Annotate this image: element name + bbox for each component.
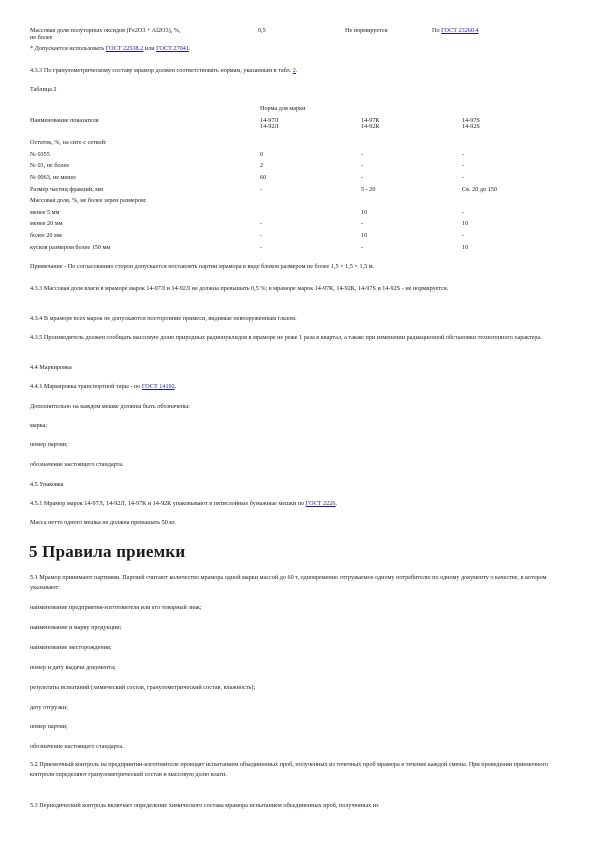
paragraph-4-3-4: 4.3.4 В мраморе всех марок не допускаются посторонние примеси, видимые невооруженным глазом. — [30, 315, 297, 322]
table-row: более 20 мм - 10 - — [30, 231, 465, 239]
mark-header: 14-97К 14-92К — [361, 116, 380, 131]
table-row: Размер частиц фракций, мм - 5 - 20 Св. 20 до 150 — [30, 185, 497, 193]
list-item: номер и дату выдачи документа; — [30, 664, 116, 671]
gost-22538-2-link[interactable]: ГОСТ 22538.2 — [105, 45, 144, 52]
table-row: № 0063, не менее 60 - - — [30, 174, 465, 181]
table-row: менее 5 мм 10 - — [30, 208, 465, 216]
list-item: наименование месторождения; — [30, 644, 112, 651]
table-2-link[interactable]: 2 — [292, 67, 296, 74]
oxides-row-method: По ГОСТ 23260.4 — [432, 27, 479, 34]
table-header-row — [30, 118, 562, 132]
table-note: Примечание - По согласованию сторон допускается поставлять партии мрамора в виде блоков размером не более 1,5 × 1,5 × 1,5 м. — [30, 263, 375, 270]
table-row: № 03, не более 2 - - — [30, 162, 465, 170]
oxides-row-value: 0,5 — [258, 27, 266, 34]
gost-2226-link[interactable]: ГОСТ 2226 — [305, 500, 336, 507]
paragraph-4-3-3-moisture: 4.3.3 Массовая доля влаги в мраморе марок 14-97Л и 14-92Л не должна превышать 0,5 %; в мраморе марок 14-97К, 14-92К, 14-97S и 14-92S - не нормируется. — [30, 285, 449, 292]
heading-4-4: 4.4 Маркировка — [30, 364, 72, 371]
paragraph-4-4-1: 4.4.1 Маркировка транспортной тары - по ГОСТ 14192. — [30, 383, 177, 390]
gost-27041-link[interactable]: ГОСТ 27041 — [156, 45, 189, 52]
paragraph-5-3: 5.3 Периодический контроль включает определение химического состава мрамора испытанием объединенных проб, полученных из — [30, 802, 379, 809]
column-header: Наименование показателя — [30, 116, 99, 124]
gost-14192-link[interactable]: ГОСТ 14192 — [141, 383, 175, 390]
list-item: номер партии; — [30, 441, 68, 448]
section-5-title: 5 Правила приемки — [29, 542, 186, 561]
paragraph-5-2: 5.2 Приемочный контроль на предприятии-изготовителе проводят испытанием объединенных проб, полученных из точечных проб мрамора в течение каждой смены. При проведении приемочного контроля определяют гранулометрический состав и массовую долю влаги. — [30, 761, 548, 778]
paragraph-5-1: 5.1 Мрамор принимают партиями. Партией считают количество мрамора одной марки массой до 60 т, одновременно отгружаемое одному потребителю по одному документу о качестве, в котором указывают: — [30, 574, 547, 591]
list-item: марка; — [30, 422, 48, 429]
table-row: Массовая доля, %, не более зерен размером: — [30, 197, 147, 205]
heading-4-5: 4.5 Упаковка — [30, 481, 64, 488]
list-item: наименование и марку продукции; — [30, 624, 122, 631]
group-header: Норма для марки — [260, 105, 306, 112]
table-row: Остаток, %, на сите с сеткой: — [30, 139, 107, 147]
table-row: № 0355 0 - - — [30, 150, 465, 158]
list-item: наименование предприятия-изготовителя или его товарный знак; — [30, 604, 202, 611]
gost-23260-4-link[interactable]: ГОСТ 23260.4 — [441, 27, 479, 34]
oxides-row-name: Массовая доля полуторных оксидов (Fe2O3 + Al2O3), %, не более — [30, 27, 181, 42]
table-row: менее 20 мм - - 10 — [30, 220, 469, 228]
footnote: * Допускается использовать ГОСТ 22538.2 или ГОСТ 27041. — [30, 45, 191, 52]
paragraph-4-3-5: 4.3.5 Производитель должен сообщать массовую долю природных радионуклидов в мраморе не реже 1 раза в квартал, а также при изменении радиационной обстановки техногенного характера. — [30, 334, 542, 341]
mark-header: 14-97S 14-92S — [462, 116, 480, 131]
list-item: номер партии; — [30, 723, 68, 730]
list-item: обозначение настоящего стандарта. — [30, 743, 124, 750]
list-item: обозначение настоящего стандарта. — [30, 461, 124, 468]
table-header-row — [30, 106, 562, 118]
paragraph-4-5-1-mass: Масса нетто одного мешка не должна превышать 50 кг. — [30, 519, 176, 526]
paragraph-4-3-3: 4.3.3 По гранулометрическому составу мрамор должен соответствовать нормам, указанным в табл. 2. — [30, 67, 298, 74]
mark-header: 14-97Л 14-92Л — [260, 116, 279, 131]
paragraph-4-4-1-extra: Дополнительно на каждом мешке должны быть обозначены: — [30, 403, 190, 410]
paragraph-4-5-1: 4.5.1 Мрамор марок 14-97Л, 14-92Л, 14-97К и 14-92К упаковывают в пятислойные бумажные мешки по ГОСТ 2226. — [30, 500, 338, 507]
oxides-row-value-other: Не нормируется — [345, 27, 388, 34]
table-caption: Таблица 2 — [30, 86, 57, 93]
granulometry-table — [30, 106, 562, 256]
list-item: дату отгрузки; — [30, 704, 68, 711]
list-item: результаты испытаний (химический состав, гранулометрический состав, влажность); — [30, 684, 256, 691]
table-row: кусков размером более 150 мм - - 10 — [30, 243, 469, 251]
